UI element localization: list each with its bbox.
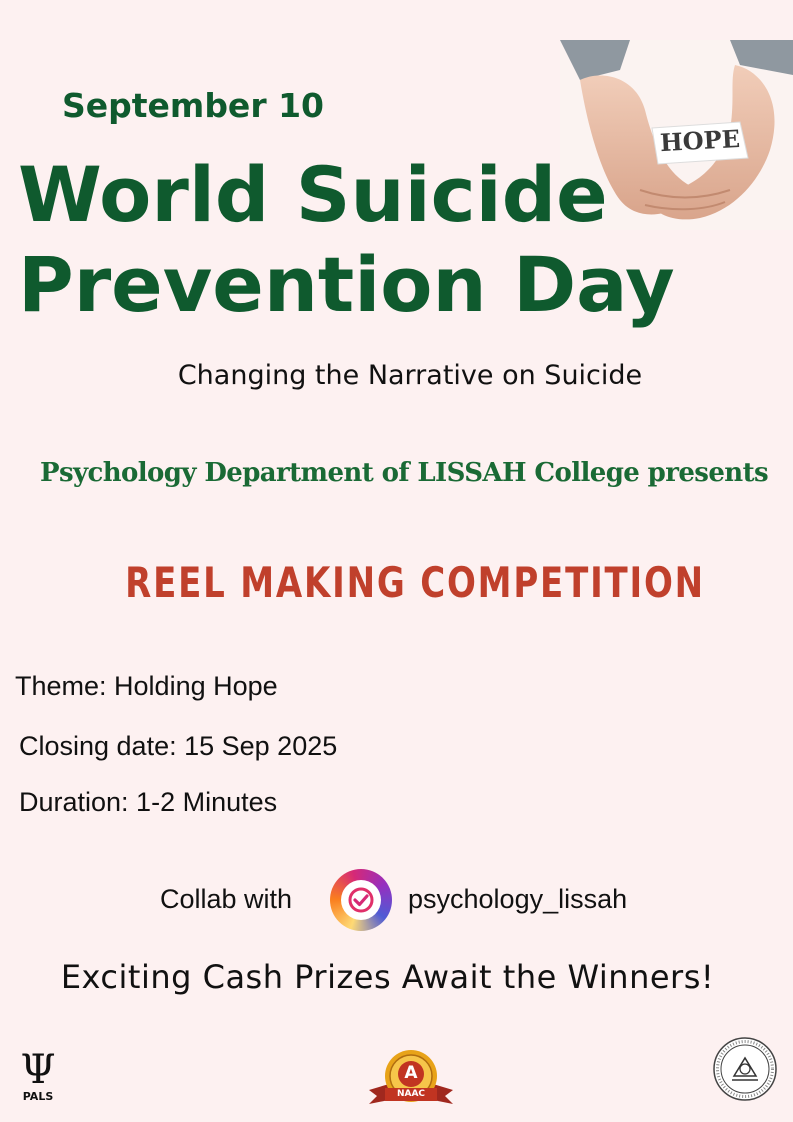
collab-label: Collab with [160, 884, 293, 914]
closing-date-text: Closing date: 15 Sep 2025 [19, 731, 338, 761]
duration-text: Duration: 1-2 Minutes [19, 787, 278, 817]
competition-heading: REEL MAKING COMPETITION [125, 558, 705, 607]
title-line-1: World Suicide [18, 150, 608, 239]
theme-text: Theme: Holding Hope [15, 671, 278, 701]
title-line-2: Prevention Day [18, 240, 675, 329]
instagram-handle[interactable]: psychology_lissah [408, 884, 628, 914]
hope-paper-text: HOPE [659, 123, 741, 158]
naac-label: NAAC [396, 1089, 426, 1099]
naac-grade: A [404, 1063, 418, 1083]
event-subtitle: Changing the Narrative on Suicide [177, 360, 643, 391]
event-title [18, 150, 675, 330]
pals-label: PALS [22, 1090, 54, 1103]
college-seal-logo [712, 1036, 778, 1102]
naac-badge [367, 1048, 455, 1110]
prizes-text: Exciting Cash Prizes Await the Winners! [60, 958, 715, 996]
psi-symbol: Ψ [20, 1047, 56, 1093]
instagram-icon[interactable] [330, 869, 392, 931]
pals-logo [14, 1047, 62, 1103]
event-date: September 10 [62, 86, 325, 125]
presenter-line: Psychology Department of LISSAH College presents [40, 458, 769, 488]
check-icon [346, 885, 376, 915]
